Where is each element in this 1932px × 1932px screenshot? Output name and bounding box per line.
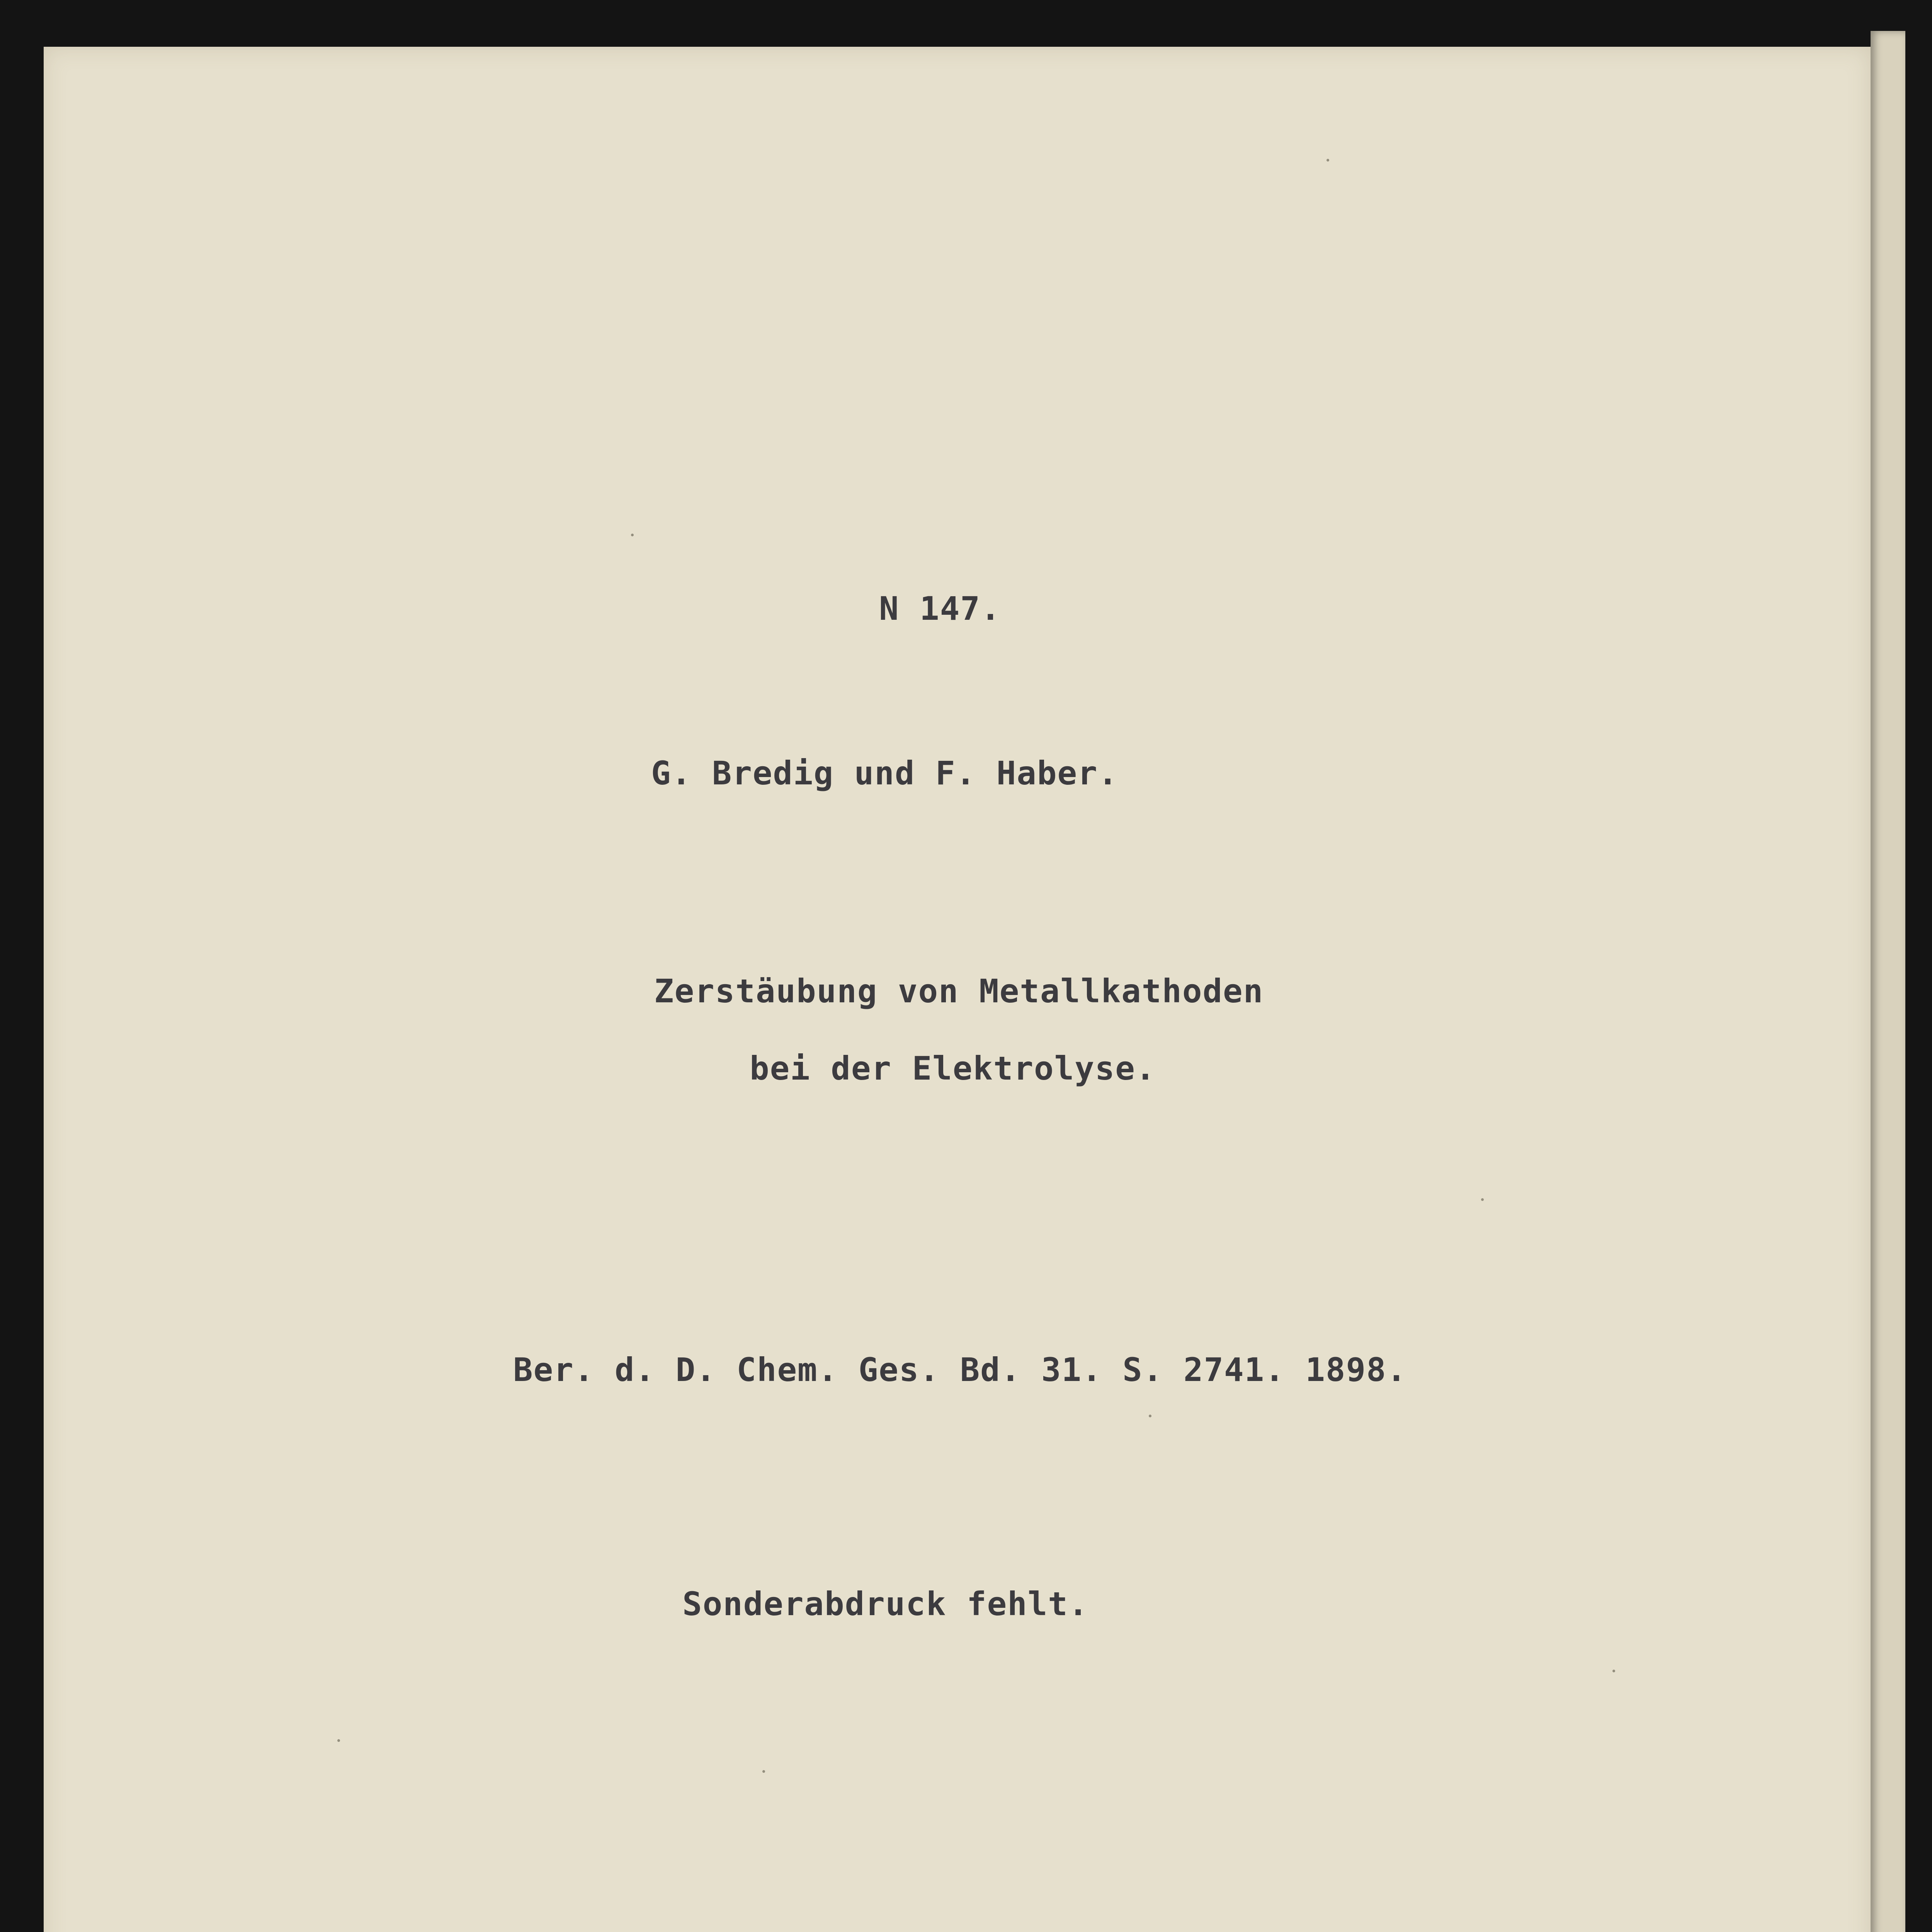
document-sheet <box>44 47 1871 1932</box>
paper-speck <box>631 534 634 536</box>
document-number: N 147. <box>879 590 1001 628</box>
title-line-2: bei der Elektrolyse. <box>750 1049 1156 1087</box>
paper-speck <box>1612 1670 1615 1672</box>
authors-line: G. Bredig und F. Haber. <box>651 754 1119 792</box>
paper-speck <box>762 1770 765 1773</box>
citation-line: Ber. d. D. Chem. Ges. Bd. 31. S. 2741. 1898. <box>513 1351 1407 1389</box>
paper-speck <box>337 1739 340 1742</box>
page-edge-strip <box>1871 31 1905 1932</box>
paper-speck <box>1149 1415 1151 1417</box>
note-line: Sonderabdruck fehlt. <box>682 1585 1089 1623</box>
title-line-1: Zerstäubung von Metallkathoden <box>654 972 1264 1010</box>
paper-speck <box>1327 159 1329 162</box>
paper-speck <box>1481 1198 1484 1201</box>
